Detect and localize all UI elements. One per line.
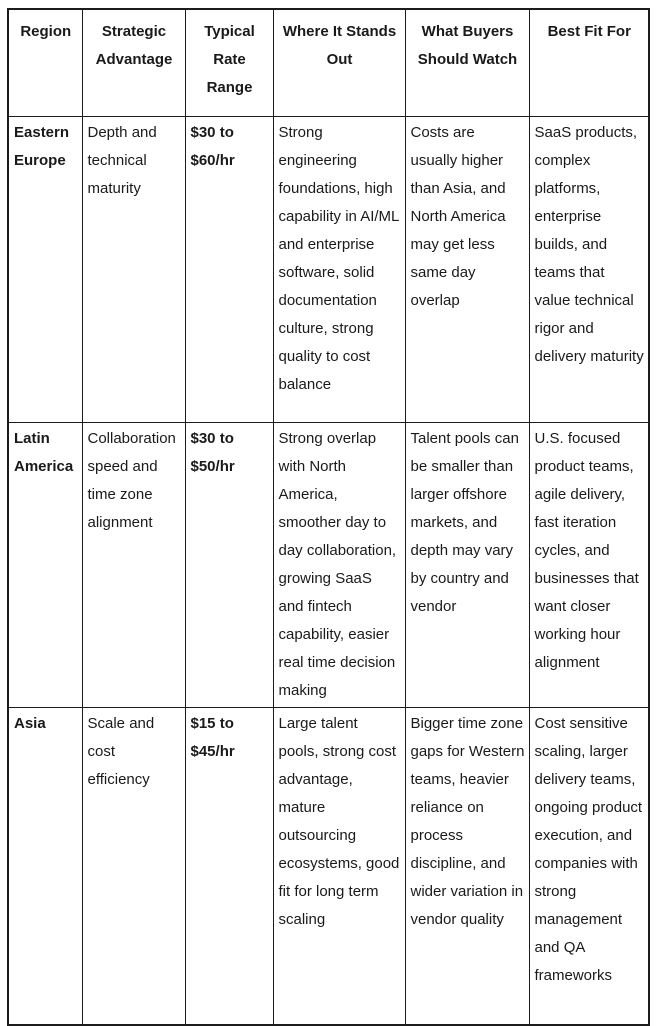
- header-cell-region: Region: [8, 9, 82, 116]
- table-header-row: [8, 9, 649, 116]
- cell-strategic-advantage: Depth and technical maturity: [82, 116, 185, 422]
- header-cell-strategic-advantage: Strategic Advantage: [82, 9, 185, 116]
- cell-best-fit: Cost sensitive scaling, larger delivery teams, ongoing product execution, and companies with strong management and QA frameworks: [529, 707, 649, 1025]
- table-row-eastern-europe: [8, 116, 649, 422]
- cell-stands-out: Strong engineering foundations, high capability in AI/ML and enterprise software, solid documentation culture, strong quality to cost balance: [273, 116, 405, 422]
- cell-best-fit: SaaS products, complex platforms, enterprise builds, and teams that value technical rigor and delivery maturity: [529, 116, 649, 422]
- region-comparison-table: [7, 8, 650, 1026]
- table-row-latin-america: [8, 422, 649, 707]
- cell-region: Latin America: [8, 422, 82, 707]
- cell-buyers-watch: Talent pools can be smaller than larger offshore markets, and depth may vary by country and vendor: [405, 422, 529, 707]
- cell-buyers-watch: Costs are usually higher than Asia, and North America may get less same day overlap: [405, 116, 529, 422]
- header-cell-best-fit: Best Fit For: [529, 9, 649, 116]
- cell-region: Eastern Europe: [8, 116, 82, 422]
- cell-strategic-advantage: Collaboration speed and time zone alignment: [82, 422, 185, 707]
- cell-best-fit: U.S. focused product teams, agile delivery, fast iteration cycles, and businesses that want closer working hour alignment: [529, 422, 649, 707]
- cell-rate-range: $30 to $60/hr: [185, 116, 273, 422]
- cell-buyers-watch: Bigger time zone gaps for Western teams, heavier reliance on process discipline, and wider variation in vendor quality: [405, 707, 529, 1025]
- header-cell-stands-out: Where It Stands Out: [273, 9, 405, 116]
- header-cell-buyers-watch: What Buyers Should Watch: [405, 9, 529, 116]
- header-cell-rate-range: Typical Rate Range: [185, 9, 273, 116]
- cell-stands-out: Strong overlap with North America, smoother day to day collaboration, growing SaaS and fintech capability, easier real time decision making: [273, 422, 405, 707]
- cell-region: Asia: [8, 707, 82, 1025]
- cell-strategic-advantage: Scale and cost efficiency: [82, 707, 185, 1025]
- cell-rate-range: $15 to $45/hr: [185, 707, 273, 1025]
- table-row-asia: [8, 707, 649, 1025]
- cell-stands-out: Large talent pools, strong cost advantage, mature outsourcing ecosystems, good fit for long term scaling: [273, 707, 405, 1025]
- cell-rate-range: $30 to $50/hr: [185, 422, 273, 707]
